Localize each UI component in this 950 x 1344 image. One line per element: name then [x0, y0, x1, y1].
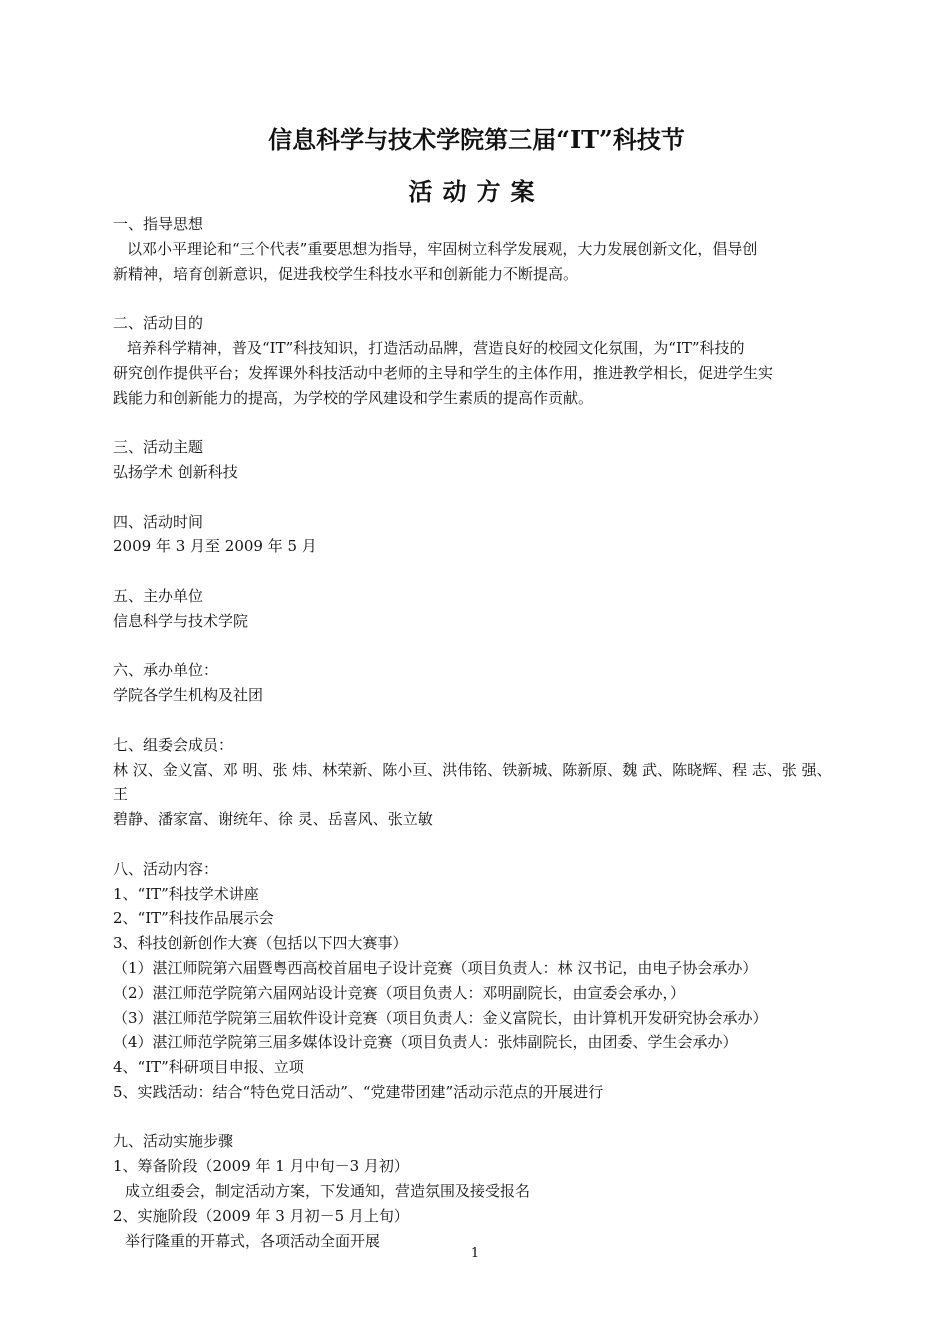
section-heading-committee: 七、组委会成员：	[113, 735, 234, 754]
list-item: 2、实施阶段（2009 年 3 月初－5 月上旬）	[113, 1206, 409, 1225]
list-item: 5、实践活动：结合“特色党日活动”、“党建带团建”活动示范点的开展进行	[113, 1082, 604, 1101]
list-item: （3）湛江师范学院第三届软件设计竞赛（项目负责人：金义富院长，由计算机开发研究协会承办）	[113, 1008, 768, 1027]
page-number: 1	[470, 1246, 480, 1261]
section-heading-steps: 九、活动实施步骤	[113, 1132, 234, 1151]
document-subtitle: 活动方案	[408, 177, 545, 206]
section-heading-purpose: 二、活动目的	[113, 314, 204, 333]
paragraph-line: 研究创作提供平台；发挥课外科技活动中老师的主导和学生的主体作用，推进教学相长，促进学生实	[113, 363, 774, 382]
list-item: 2、“IT”科技作品展示会	[113, 909, 274, 928]
section-content: 2009 年 3 月至 2009 年 5 月	[113, 537, 317, 556]
section-heading-content: 八、活动内容：	[113, 859, 219, 878]
document-body	[113, 212, 840, 1253]
paragraph-line: 新精神，培育创新意识，促进我校学生科技水平和创新能力不断提高。	[113, 264, 579, 283]
list-item: 1、筹备阶段（2009 年 1 月中旬－3 月初）	[113, 1157, 409, 1176]
section-content: 学院各学生机构及社团	[113, 686, 264, 705]
section-heading-guiding-thought: 一、指导思想	[113, 215, 204, 233]
paragraph-line: 培养科学精神，普及“IT”科技知识，打造活动品牌，营造良好的校园文化氛围，为“IT”科技的	[127, 338, 745, 357]
list-item: 1、“IT”科技学术讲座	[113, 884, 259, 903]
list-item: 3、科技创新创作大赛（包括以下四大赛事）	[113, 934, 408, 953]
list-item: （1）湛江师院第六届暨粤西高校首届电子设计竞赛（项目负责人：林 汉书记，由电子协会承办）	[113, 958, 758, 977]
section-heading-undertaker: 六、承办单位：	[113, 661, 219, 680]
section-heading-organizer: 五、主办单位	[113, 586, 204, 605]
section-content: 信息科学与技术学院	[113, 611, 249, 630]
section-content: 弘扬学术 创新科技	[113, 462, 238, 481]
section-heading-time: 四、活动时间	[113, 512, 204, 531]
list-item: （4）湛江师范学院第三届多媒体设计竞赛（项目负责人：张炜副院长，由团委、学生会承办）	[113, 1033, 738, 1052]
list-item: （2）湛江师范学院第六届网站设计竞赛（项目负责人：邓明副院长，由宣委会承办，）	[113, 983, 686, 1002]
step-description: 举行隆重的开幕式，各项活动全面开展	[125, 1231, 381, 1250]
paragraph-line: 林 汉、金义富、邓 明、张 炜、林荣新、陈小亘、洪伟铭、铁新城、陈新原、魏 武、陈晓辉、程 志、张 强、王	[113, 760, 832, 804]
document-title: 信息科学与技术学院第三届“IT”科技节	[268, 125, 685, 154]
section-heading-theme: 三、活动主题	[113, 438, 204, 457]
step-description: 成立组委会，制定活动方案，下发通知，营造氛围及接受报名	[125, 1182, 531, 1201]
paragraph-line: 以邓小平理论和“三个代表”重要思想为指导，牢固树立科学发展观，大力发展创新文化，倡导创	[127, 239, 758, 258]
paragraph-line: 碧静、潘家富、谢统年、徐 灵、岳喜风、张立敏	[113, 810, 433, 829]
paragraph-line: 践能力和创新能力的提高，为学校的学风建设和学生素质的提高作贡献。	[113, 388, 594, 407]
list-item: 4、“IT”科研项目申报、立项	[113, 1058, 304, 1077]
